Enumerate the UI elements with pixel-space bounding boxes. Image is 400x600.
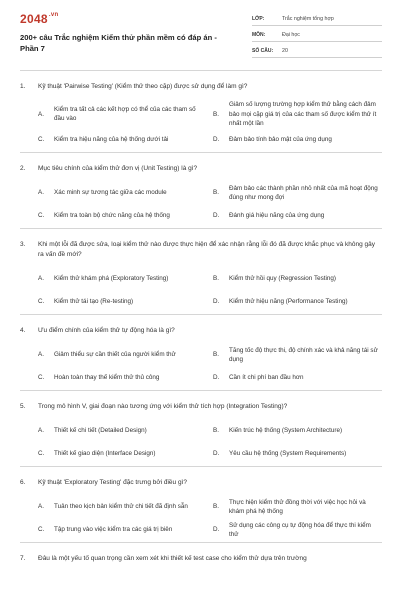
option-letter: A. xyxy=(38,189,44,197)
option-text: Cần ít chi phí ban đầu hơn xyxy=(229,374,304,382)
answer-option[interactable] xyxy=(213,268,386,291)
document-meta xyxy=(252,12,382,60)
question-text xyxy=(20,554,382,564)
option-letter: B. xyxy=(213,427,219,435)
meta-row xyxy=(252,12,382,26)
question-prompt: Mục tiêu chính của kiểm thử đơn vị (Unit Testing) là gì? xyxy=(38,164,198,172)
option-text: Kiểm thử khám phá (Exploratory Testing) xyxy=(54,275,169,283)
question-number: 3. xyxy=(20,240,26,248)
option-text: Đảm bảo các thành phần nhỏ nhất của mã hoạt động đúng như mong đợi xyxy=(229,184,378,201)
question-item xyxy=(20,466,382,542)
question-item xyxy=(20,314,382,390)
answer-option[interactable] xyxy=(38,344,211,367)
option-text: Kiến trúc hệ thống (System Architecture) xyxy=(229,427,343,435)
answer-option[interactable] xyxy=(213,100,386,129)
option-letter: C. xyxy=(38,526,45,534)
option-letter: D. xyxy=(213,136,220,144)
answer-option[interactable] xyxy=(38,443,211,466)
option-letter: D. xyxy=(213,526,220,534)
question-number: 2. xyxy=(20,164,26,172)
option-letter: A. xyxy=(38,427,44,435)
question-item xyxy=(20,70,382,152)
answer-option[interactable] xyxy=(38,367,211,390)
option-letter: C. xyxy=(38,374,45,382)
option-text: Sử dụng các công cụ tự động hóa để thực thi kiểm thử xyxy=(229,521,371,538)
question-number: 1. xyxy=(20,83,26,90)
question-number: 4. xyxy=(20,326,26,334)
answer-option[interactable] xyxy=(38,205,211,228)
option-text: Tăng tốc độ thực thi, độ chính xác và khả năng tái sử dụng xyxy=(229,346,378,363)
option-text: Kiểm tra hiệu năng của hệ thống dưới tải xyxy=(54,136,169,144)
answer-options xyxy=(20,496,382,542)
option-text: Kiểm thử tái tạo (Re-testing) xyxy=(54,298,134,306)
answer-option[interactable] xyxy=(38,100,211,129)
option-text: Kiểm tra toàn bộ chức năng của hệ thống xyxy=(54,212,170,220)
option-text: Đánh giá hiệu năng của ứng dụng xyxy=(229,212,325,220)
answer-option[interactable] xyxy=(213,205,386,228)
option-text: Tuân theo kịch bản kiểm thử chi tiết đã định sẵn xyxy=(54,503,188,511)
option-letter: A. xyxy=(38,351,44,359)
question-text xyxy=(20,164,382,174)
option-letter: B. xyxy=(213,189,219,197)
logo-suffix: .vn xyxy=(48,12,59,18)
option-letter: C. xyxy=(38,298,45,306)
option-text: Thiết kế giao diện (Interface Design) xyxy=(54,450,156,458)
answer-option[interactable] xyxy=(38,496,211,519)
question-text xyxy=(20,326,382,336)
meta-value: 20 xyxy=(282,47,288,54)
option-letter: B. xyxy=(213,275,219,283)
question-prompt: Kỹ thuật 'Pairwise Testing' (Kiểm thử theo cặp) được sử dụng để làm gì? xyxy=(38,83,248,90)
question-prompt: Khi một lỗi đã được sửa, loại kiểm thử nào được thực hiện để xác nhận rằng lỗi đó đã được khắc phục và không gây ra vấn đề mới? xyxy=(38,240,375,258)
question-prompt: Trong mô hình V, giai đoạn nào tương ứng với kiểm thử tích hợp (Integration Testing)? xyxy=(38,402,288,410)
document-title: 200+ câu Trắc nghiệm Kiểm thử phần mềm có đáp án - Phần 7 xyxy=(20,33,217,53)
answer-option[interactable] xyxy=(213,443,386,466)
option-text: Xác minh sự tương tác giữa các module xyxy=(54,189,167,197)
option-letter: C. xyxy=(38,212,45,220)
logo-text: 2048 xyxy=(20,12,48,26)
option-letter: B. xyxy=(213,351,219,359)
answer-option[interactable] xyxy=(213,344,386,367)
answer-option[interactable] xyxy=(213,182,386,205)
question-text xyxy=(20,240,382,260)
question-item xyxy=(20,542,382,564)
site-logo[interactable] xyxy=(20,12,58,26)
answer-option[interactable] xyxy=(213,129,386,152)
question-number: 5. xyxy=(20,402,26,410)
option-letter: D. xyxy=(213,298,220,306)
answer-options xyxy=(20,100,382,152)
question-number: 7. xyxy=(20,554,26,562)
question-text xyxy=(20,82,382,92)
option-text: Yêu cầu hệ thống (System Requirements) xyxy=(229,450,347,458)
answer-option[interactable] xyxy=(213,291,386,314)
question-prompt: Đâu là một yếu tố quan trọng cần xem xét khi thiết kế test case cho kiểm thử dựa trên trường xyxy=(38,554,307,562)
option-text: Kiểm thử hiệu năng (Performance Testing) xyxy=(229,298,348,306)
answer-options xyxy=(20,344,382,390)
question-text xyxy=(20,478,382,488)
question-item xyxy=(20,390,382,466)
question-prompt: Ưu điểm chính của kiểm thử tự động hóa là gì? xyxy=(38,326,175,334)
option-letter: B. xyxy=(213,110,219,118)
meta-label: SỐ CÂU: xyxy=(252,47,274,54)
option-letter: B. xyxy=(213,503,219,511)
document-header xyxy=(0,0,400,70)
answer-option[interactable] xyxy=(213,519,386,542)
meta-row xyxy=(252,28,382,42)
question-item xyxy=(20,152,382,228)
answer-options xyxy=(20,268,382,314)
option-letter: D. xyxy=(213,450,220,458)
question-text xyxy=(20,402,382,412)
option-text: Kiểm tra tất cả các kết hợp có thể của các tham số đầu vào xyxy=(54,105,196,123)
answer-options xyxy=(20,182,382,228)
answer-option[interactable] xyxy=(38,182,211,205)
meta-row xyxy=(252,44,382,58)
option-text: Hoàn toàn thay thế kiểm thử thủ công xyxy=(54,374,160,382)
answer-option[interactable] xyxy=(38,519,211,542)
question-number: 6. xyxy=(20,478,26,486)
question-item xyxy=(20,228,382,314)
meta-label: MÔN: xyxy=(252,31,266,38)
meta-label: LỚP: xyxy=(252,15,265,22)
meta-value: Đại học xyxy=(282,31,300,38)
answer-option[interactable] xyxy=(38,291,211,314)
option-letter: C. xyxy=(38,450,45,458)
question-prompt: Kỹ thuật 'Exploratory Testing' đặc trưng bởi điều gì? xyxy=(38,478,188,486)
option-letter: A. xyxy=(38,503,44,511)
option-letter: D. xyxy=(213,374,220,382)
option-letter: D. xyxy=(213,212,220,220)
option-letter: A. xyxy=(38,275,44,283)
option-text: Thực hiện kiểm thử đồng thời với việc học hỏi và khám phá hệ thống xyxy=(229,498,366,515)
answer-option[interactable] xyxy=(38,129,211,152)
option-letter: A. xyxy=(38,110,44,118)
option-text: Đảm bảo tính bảo mật của ứng dụng xyxy=(229,136,332,144)
option-text: Giảm thiểu sự cần thiết của người kiểm thử xyxy=(54,351,176,359)
option-text: Giảm số lượng trường hợp kiểm thử bằng cách đảm bảo mọi cặp giá trị của các tham số được kiểm thử ít nhất một lần xyxy=(229,101,377,127)
answer-option[interactable] xyxy=(38,268,211,291)
answer-option[interactable] xyxy=(213,420,386,443)
answer-option[interactable] xyxy=(213,496,386,519)
option-text: Thiết kế chi tiết (Detailed Design) xyxy=(54,427,147,435)
answer-option[interactable] xyxy=(38,420,211,443)
option-text: Kiểm thử hồi quy (Regression Testing) xyxy=(229,275,336,283)
option-text: Tập trung vào việc kiểm tra các giá trị biên xyxy=(54,526,173,534)
answer-options xyxy=(20,420,382,466)
answer-option[interactable] xyxy=(213,367,386,390)
question-list xyxy=(20,70,382,564)
meta-value: Trắc nghiệm tổng hợp xyxy=(282,15,334,22)
option-letter: C. xyxy=(38,136,45,144)
